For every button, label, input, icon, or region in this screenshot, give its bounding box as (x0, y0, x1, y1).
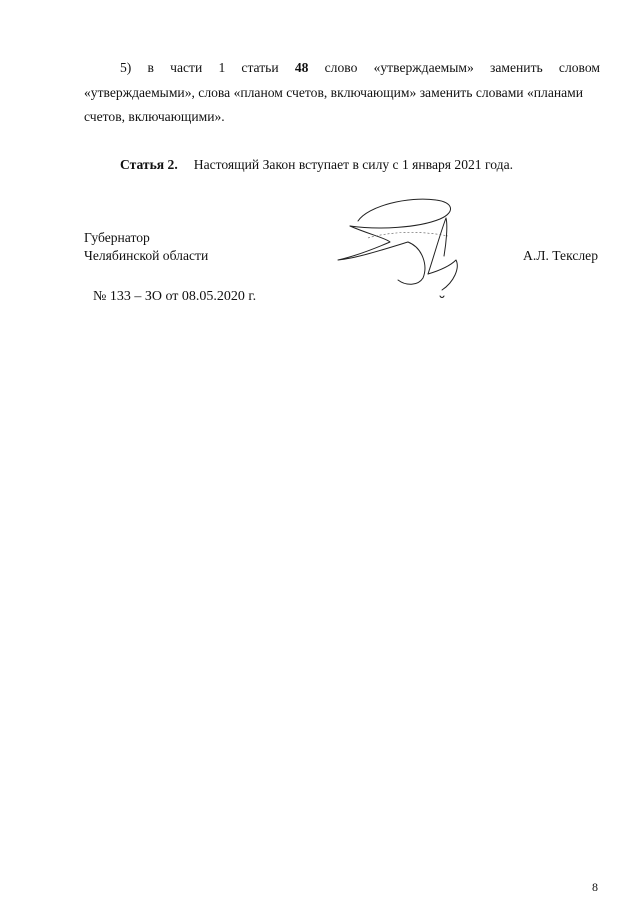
signatory-title (84, 229, 208, 265)
handwritten-signature (328, 186, 478, 306)
signatory-name: А.Л. Текслер (523, 248, 598, 263)
word: в (147, 60, 154, 75)
word: 5) (120, 60, 132, 75)
word: слово (324, 60, 358, 75)
amendment-paragraph (84, 56, 600, 130)
word: заменить (489, 60, 543, 75)
article-2 (120, 155, 513, 175)
word: 1 (218, 60, 226, 75)
word: словом (558, 60, 600, 75)
signatory-title-line-2: Челябинской области (84, 248, 209, 263)
word: части (170, 60, 203, 75)
paragraph-line-3: счетов, включающими». (84, 109, 225, 124)
signatory-title-line-1: Губернатор (84, 230, 150, 245)
word: 48 (294, 60, 309, 75)
law-number: № 133 – ЗО от 08.05.2020 г. (93, 289, 257, 304)
word: «утверждаемым» (373, 60, 474, 75)
page-number: 8 (592, 880, 598, 894)
paragraph-line-1 (84, 56, 600, 81)
word: статьи (241, 60, 279, 75)
article-text: Настоящий Закон вступает в силу с 1 января 2021 года. (193, 157, 513, 172)
paragraph-line-2: «утверждаемыми», слова «планом счетов, включающим» заменить словами «планами (84, 84, 584, 100)
article-label: Статья 2. (120, 157, 178, 172)
